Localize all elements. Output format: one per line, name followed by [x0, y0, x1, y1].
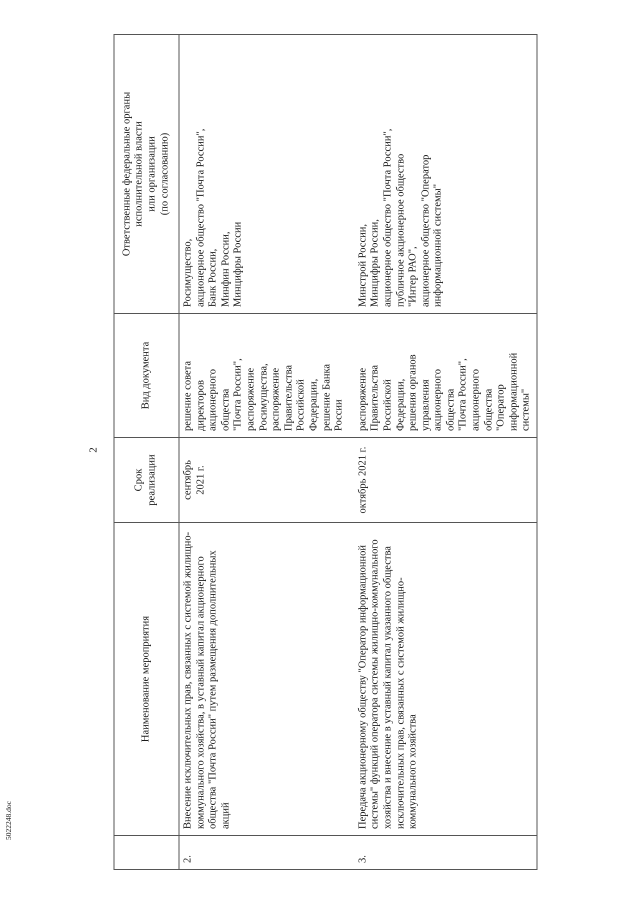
document-code: 5022248.doc [4, 801, 13, 840]
rotated-landscape-sheet [48, 15, 633, 885]
header-measure-name: Наименование мероприятия [114, 523, 179, 836]
table-row [349, 35, 537, 870]
row-responsible: Росимущество, акционерное общество "Почта России", Банк России, Минфин России, Минцифры России [179, 35, 349, 314]
row-number: 3. [349, 836, 537, 870]
row-measure-name: Передача акционерному обществу "Оператор информационной системы" функций оператора системы жилищно-коммунального хозяйства и внесение в уставный капитал указанного общества исключительных прав, связанных с системой жилищно-коммунального хозяйства [349, 523, 537, 836]
table-header-row [114, 35, 179, 870]
row-term: октябрь 2021 г. [349, 438, 537, 523]
header-term: Срок реализации [114, 438, 179, 523]
header-number [114, 836, 179, 870]
row-term: сентябрь 2021 г. [179, 438, 349, 523]
row-number: 2. [179, 836, 349, 870]
header-responsible: Ответственные федеральные органы исполнительной власти или организации (по согласованию) [114, 35, 179, 314]
row-measure-name: Внесение исключительных прав, связанных с системой жилищно-коммунального хозяйства, в уставный капитал акционерного общества "Почта России" путем размещения дополнительных акций [179, 523, 349, 836]
measures-table [114, 34, 538, 870]
row-responsible: Минстрой России, Минцифры России, акционерное общество "Почта России", публичное акционерное общество "Интер РАО", акционерное общество "Оператор информационной системы" [349, 35, 537, 314]
table-row [179, 35, 349, 870]
page-number: 2 [87, 447, 100, 453]
header-document-type: Вид документа [114, 314, 179, 438]
row-document-type: распоряжение Правительства Российской Федерации, решения органов управления акционерного общества "Почта России", акционерного общества "Оператор информационной системы" [349, 314, 537, 438]
row-document-type: решение совета директоров акционерного общества "Почта России", распоряжение Росимущества, распоряжение Правительства Российской Федерации, решение Банка России [179, 314, 349, 438]
